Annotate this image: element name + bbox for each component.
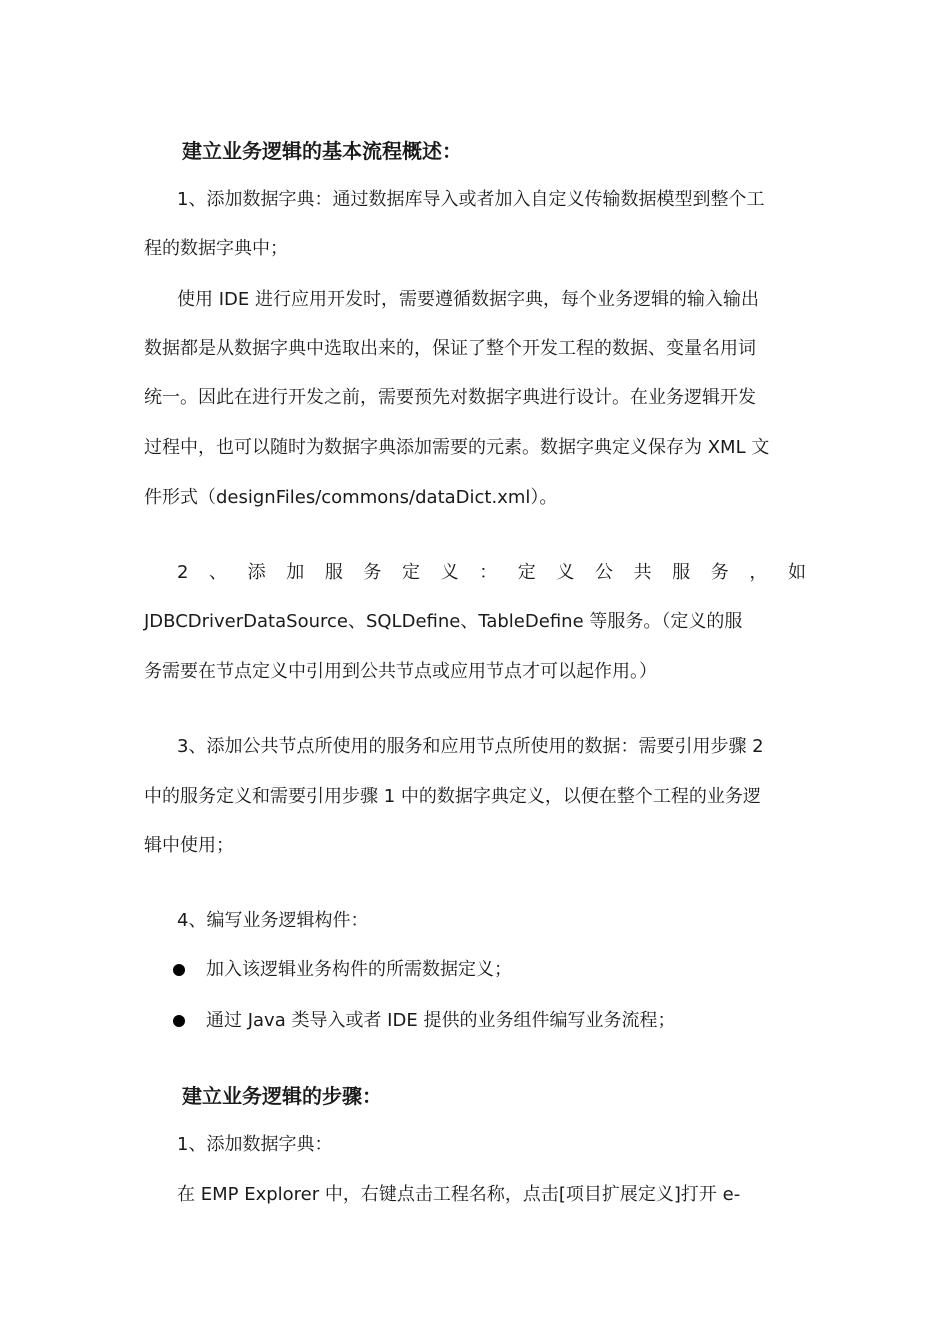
step1-text-line1: 1、添加数据字典：通过数据库导入或者加入自定义传输数据模型到整个工 xyxy=(177,189,765,210)
step3-text-line1: 3、添加公共节点所使用的服务和应用节点所使用的数据：需要引用步骤 2 xyxy=(177,736,764,757)
step2-text-line2: JDBCDriverDataSource、SQLDefine、TableDefine 等服务。（定义的服 xyxy=(144,611,743,632)
step2-char: 如 xyxy=(787,562,806,583)
step1-text-line2: 程的数据字典中； xyxy=(144,238,288,259)
paragraph-line3: 统一。因此在进行开发之前，需要预先对数据字典进行设计。在业务逻辑开发 xyxy=(144,387,756,408)
step2-char: 加 xyxy=(286,562,305,583)
paragraph-line4: 过程中，也可以随时为数据字典添加需要的元素。数据字典定义保存为 XML 文 xyxy=(144,437,770,458)
step2-char: 服 xyxy=(324,562,343,583)
paragraph-line1: 使用 IDE 进行应用开发时，需要遵循数据字典，每个业务逻辑的输入输出 xyxy=(177,289,759,310)
paragraph-line2: 数据都是从数据字典中选取出来的，保证了整个开发工程的数据、变量名用词 xyxy=(144,338,756,359)
steps-paragraph-line1: 在 EMP Explorer 中，右键点击工程名称，点击[项目扩展定义]打开 e- xyxy=(177,1184,741,1205)
step2-char: 共 xyxy=(633,562,652,583)
step3-text-line3: 辑中使用； xyxy=(144,835,234,856)
paragraph-line5: 件形式（designFiles/commons/dataDict.xml）。 xyxy=(144,487,558,508)
step2-text-line3: 务需要在节点定义中引用到公共节点或应用节点才可以起作用。） xyxy=(144,661,657,682)
bullet-dot-icon xyxy=(173,1015,185,1027)
step2-char: 义 xyxy=(556,562,575,583)
step2-char: 添 xyxy=(247,562,266,583)
step2-text-line1 xyxy=(177,561,806,585)
bullet-item-text: 加入该逻辑业务构件的所需数据定义； xyxy=(206,959,512,980)
step2-char: ， xyxy=(749,562,768,583)
section-heading-overview: 建立业务逻辑的基本流程概述： xyxy=(182,139,462,163)
section-heading-steps: 建立业务逻辑的步骤： xyxy=(182,1084,382,1108)
bullet-item-text: 通过 Java 类导入或者 IDE 提供的业务组件编写业务流程； xyxy=(206,1010,676,1031)
step2-char: 、 xyxy=(209,562,228,583)
step2-char: 义 xyxy=(440,562,459,583)
step2-char: 定 xyxy=(402,562,421,583)
step2-char: 公 xyxy=(594,562,613,583)
step2-char: 务 xyxy=(710,562,729,583)
steps-step1-text: 1、添加数据字典： xyxy=(177,1134,333,1155)
step2-char: 服 xyxy=(672,562,691,583)
step2-char: 务 xyxy=(363,562,382,583)
bullet-dot-icon xyxy=(173,964,185,976)
step2-char: 2 xyxy=(177,562,189,583)
step2-char: 定 xyxy=(517,562,536,583)
step4-text: 4、编写业务逻辑构件： xyxy=(177,910,369,931)
step2-char: ： xyxy=(479,562,498,583)
step3-text-line2: 中的服务定义和需要引用步骤 1 中的数据字典定义，以便在整个工程的业务逻 xyxy=(144,786,761,807)
